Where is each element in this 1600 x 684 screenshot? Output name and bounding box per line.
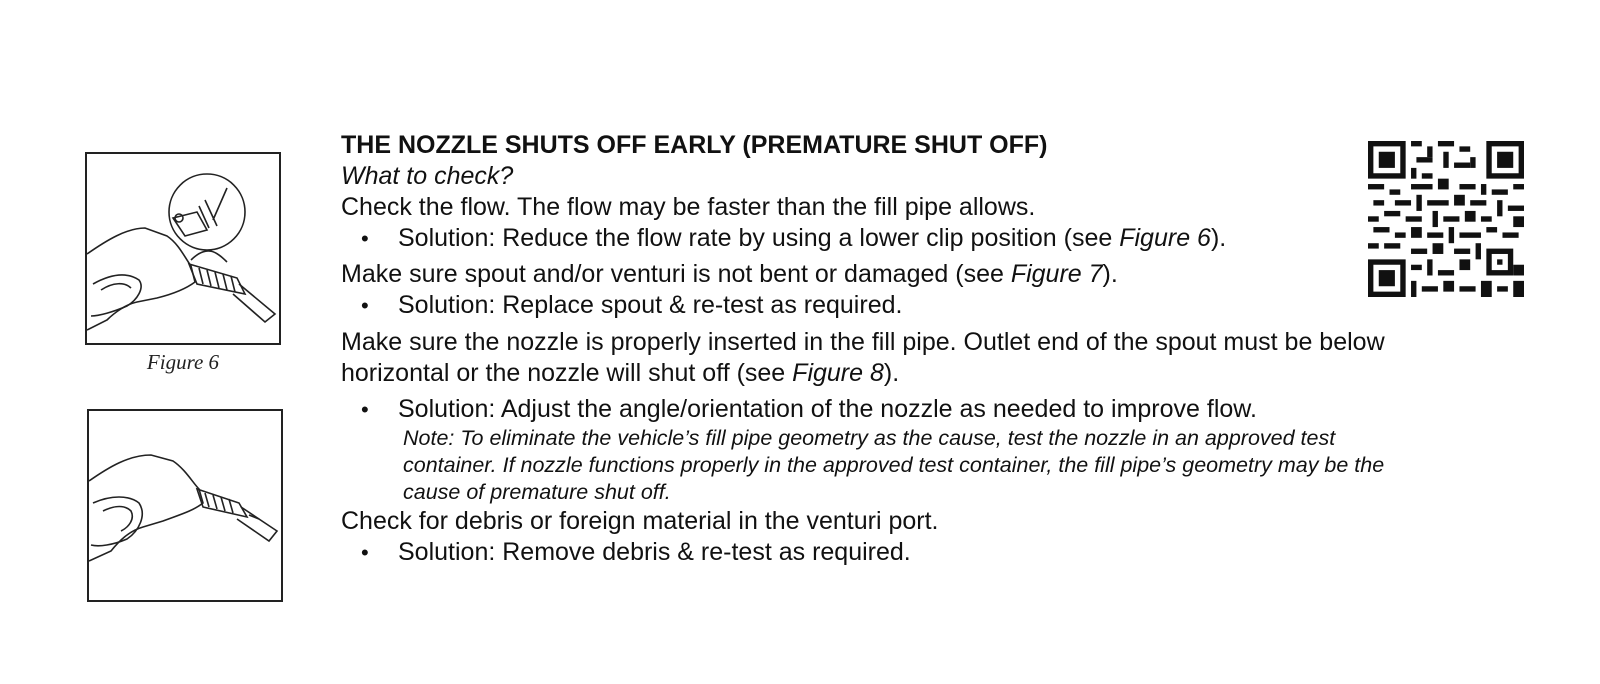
figure-8-illustration xyxy=(87,409,283,602)
section-subtitle: What to check? xyxy=(341,162,514,190)
fuel-nozzle-detail-icon xyxy=(87,154,279,343)
note-line: Note: To eliminate the vehicle’s fill pipe geometry as the cause, test the nozzle in an approved test xyxy=(403,426,1336,450)
solution-reduce-flow: • Solution: Reduce the flow rate by using a lower clip position (see Figure 6). xyxy=(341,223,1581,254)
solution-remove-debris: • Solution: Remove debris & re-test as required. xyxy=(341,537,1581,568)
note-block xyxy=(403,425,1563,506)
check-insertion-line1: Make sure the nozzle is properly inserted in the fill pipe. Outlet end of the spout must be below xyxy=(341,328,1385,356)
solution-replace-spout: • Solution: Replace spout & re-test as required. xyxy=(341,290,1581,321)
check-flow: Check the flow. The flow may be faster than the fill pipe allows. xyxy=(341,193,1036,221)
section-title: THE NOZZLE SHUTS OFF EARLY (PREMATURE SHUT OFF) xyxy=(341,131,1048,159)
note-line: container. If nozzle functions properly in the approved test container, the fill pipe’s geometry may be the xyxy=(403,453,1385,477)
figure-8-reference: Figure 8 xyxy=(792,359,884,387)
figure-6-reference: Figure 6 xyxy=(1119,224,1211,252)
troubleshooting-section xyxy=(341,127,1581,568)
figure-7-reference: Figure 7 xyxy=(1010,260,1103,288)
figure-6-caption: Figure 6 xyxy=(146,350,220,374)
solution-adjust-angle: • Solution: Adjust the angle/orientation of the nozzle as needed to improve flow. xyxy=(341,394,1581,425)
figure-6-illustration xyxy=(85,152,281,345)
fuel-nozzle-icon xyxy=(89,411,281,600)
note-line: cause of premature shut off. xyxy=(403,480,671,504)
check-spout: Make sure spout and/or venturi is not bent or damaged (see Figure 7). xyxy=(341,260,1118,288)
check-insertion-line2: horizontal or the nozzle will shut off (see Figure 8). xyxy=(341,359,900,387)
check-debris: Check for debris or foreign material in the venturi port. xyxy=(341,507,939,535)
